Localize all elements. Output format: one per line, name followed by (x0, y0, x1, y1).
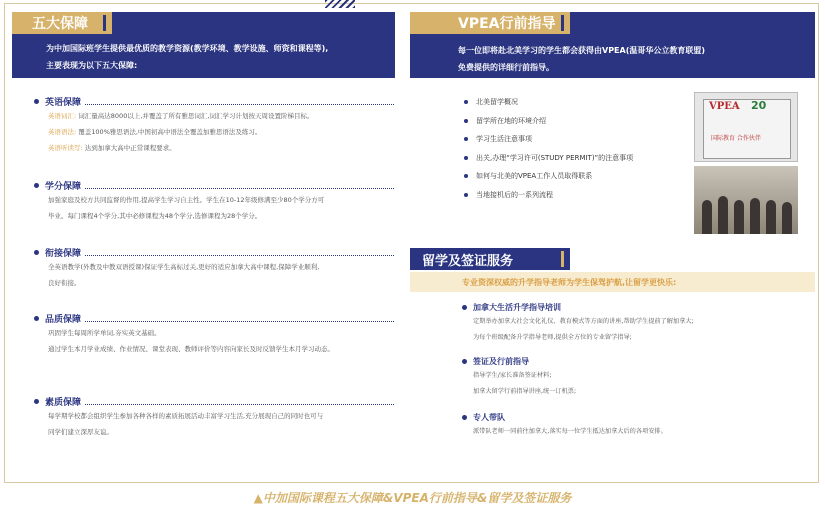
left-title-bar (103, 15, 106, 31)
dotted-leader (85, 315, 394, 322)
bullet-dot (34, 316, 39, 321)
right-title (410, 12, 570, 34)
visa-title-text: 留学及签证服务 (422, 253, 514, 269)
left-intro (46, 40, 391, 74)
group-photo (694, 166, 798, 234)
vpea-plaque-photo (694, 92, 798, 162)
section-line: 全英语教学(外教及中教双语授课)保证学生高标过关,更好的适应加拿大高中课程,保障学业顺利, (48, 263, 320, 271)
bullet-dot (464, 119, 468, 123)
plaque-logo: VPEA (709, 101, 740, 112)
section-title: 衔接保障 (45, 248, 82, 259)
section-transition (34, 245, 394, 291)
guidance-list (464, 93, 694, 204)
list-item (464, 149, 694, 168)
list-item (464, 167, 694, 186)
section-line: 定期举办加拿大社会文化礼仪、教育模式等方面的讲座,帮助学生提前了解加拿大; (473, 318, 694, 325)
right-title-text: VPEA行前指导 (458, 16, 556, 32)
plaque-caption: 国际教育 合作伙伴 (711, 135, 761, 142)
section-line: 加强家庭及校方共同监督的作用,提高学生学习自主性。学生在10-12年级修满至少80个学分方可 (48, 196, 325, 204)
bullet-dot (34, 399, 39, 404)
section-line: 派带队老师一同前往加拿大,落实每一位学生抵达加拿大后的各项安排。 (473, 428, 667, 435)
section-line: 毕业。每门课程4个学分,其中必修课程为48个学分,选修课程为28个学分。 (48, 212, 262, 220)
bullet-dot (34, 99, 39, 104)
image-caption: ▲中加国际课程五大保障&VPEA行前指导&留学及签证服务 (253, 491, 572, 505)
right-intro (458, 42, 808, 76)
list-item-text: 学习生活注意事项 (476, 135, 532, 144)
list-item (464, 186, 694, 205)
section-credits (34, 178, 394, 224)
section-title: 签证及行前指导 (473, 356, 529, 366)
right-title-bar (561, 15, 564, 31)
dotted-leader (85, 182, 394, 189)
list-item-text: 北美留学概况 (476, 98, 518, 107)
section-character (34, 394, 394, 440)
left-intro-line-2: 主要表现为以下五大保障: (46, 61, 138, 70)
section-line: 巩固学生每周所学单词,夯实英文基础。 (48, 329, 161, 337)
section-line: 通过学生本月学业成绩、作业情况、课堂表现、教师评价等内容向家长及时反馈学生本月学习动态。 (48, 345, 334, 353)
section-line: 加拿大留学行前指导讲座,统一订机票; (473, 388, 577, 395)
dotted-leader (85, 249, 394, 256)
bullet-dot (462, 415, 467, 420)
visa-section-training (462, 300, 807, 346)
section-english (34, 94, 394, 156)
section-title: 学分保障 (45, 181, 82, 192)
line-text: 覆盖100%雅思语法,中国初高中语法全覆盖加雅思语法及练习。 (78, 128, 262, 136)
line-key: 英语词汇: (48, 112, 77, 120)
bullet-dot (462, 359, 467, 364)
list-item (464, 130, 694, 149)
section-line: 良好衔接。 (48, 279, 81, 287)
person-silhouette (782, 202, 792, 234)
person-silhouette (718, 196, 728, 234)
section-line (34, 140, 394, 156)
left-title-text: 五大保障 (32, 16, 88, 32)
line-text: 达到加拿大高中正常课程要求。 (84, 144, 176, 152)
section-line (34, 108, 394, 124)
section-title: 品质保障 (45, 314, 82, 325)
person-silhouette (734, 200, 744, 234)
section-line: 每学期学校都会组织学生参加各种各样的素质拓展活动丰富学习生活,充分展现自己的同时也可与 (48, 412, 324, 420)
list-item-text: 当地接机后的一系列流程 (476, 190, 553, 199)
bullet-dot (464, 156, 468, 160)
visa-section-visa (462, 354, 807, 400)
dotted-leader (85, 398, 394, 405)
right-intro-line-2: 免费提供的详细行前指导。 (458, 63, 554, 72)
section-line: 为每个班级配备升学指导老师,提供全方位的专业留学指导; (473, 334, 632, 341)
left-title (12, 12, 112, 34)
section-title: 素质保障 (45, 397, 82, 408)
decorative-stripes (325, 0, 355, 8)
plaque-number: 20 (751, 99, 767, 112)
person-silhouette (766, 200, 776, 234)
list-item (464, 93, 694, 112)
left-intro-line-1: 为中加国际班学生提供最优质的教学资源(教学环境、教学设施、师资和课程等), (46, 44, 329, 53)
list-item (464, 112, 694, 131)
section-title: 英语保障 (45, 97, 82, 108)
section-line: 同学们建立深厚友谊。 (48, 428, 113, 436)
bullet-dot (464, 193, 468, 197)
list-item-text: 留学所在地的环境介绍 (476, 116, 546, 125)
visa-title (410, 248, 570, 270)
visa-section-escort (462, 410, 807, 440)
person-silhouette (702, 200, 712, 234)
bullet-dot (464, 137, 468, 141)
section-title: 专人带队 (473, 412, 505, 422)
section-line (34, 124, 394, 140)
visa-title-bar (561, 251, 564, 267)
bullet-dot (464, 100, 468, 104)
dotted-leader (85, 98, 394, 105)
bullet-dot (464, 174, 468, 178)
bullet-dot (462, 305, 467, 310)
section-quality (34, 311, 394, 357)
right-intro-line-1: 每一位即将赴北美学习的学生都会获得由VPEA(温哥华公立教育联盟) (458, 46, 706, 55)
list-item-text: 如何与北美的VPEA工作人员取得联系 (476, 172, 593, 181)
line-key: 英语语法: (48, 128, 77, 136)
bullet-dot (34, 183, 39, 188)
line-key: 英语听读写: (48, 144, 83, 152)
line-text: 词汇量高达8000以上,并覆盖了所有雅思词汇,词汇学习计划按天周设置阶梯目标。 (78, 112, 314, 120)
person-silhouette (750, 198, 760, 234)
list-item-text: 出关,办理“学习许可(STUDY PERMIT)”的注意事项 (476, 153, 634, 162)
section-title: 加拿大生活升学指导培训 (473, 302, 561, 312)
bullet-dot (34, 250, 39, 255)
visa-subtitle: 专业资深权威的升学指导老师为学生保驾护航,让留学更快乐: (410, 272, 815, 292)
section-line: 指导学生/家长准备签证材料; (473, 372, 552, 379)
